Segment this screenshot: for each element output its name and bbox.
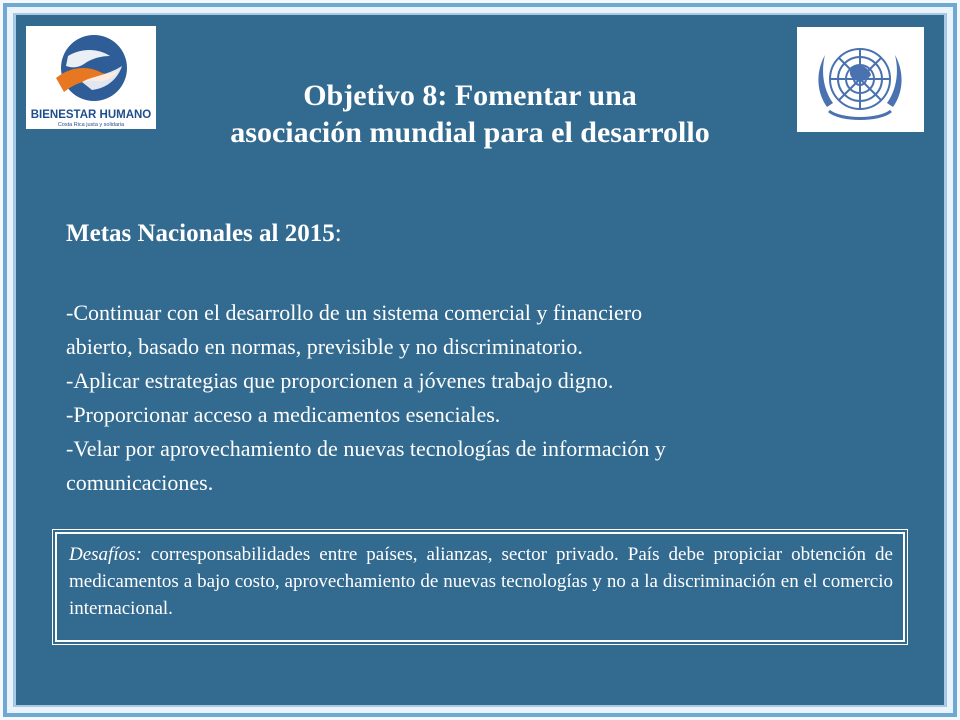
goal-line: -Velar por aprovechamiento de nuevas tecnologías de información y [66, 436, 666, 461]
united-nations-emblem-icon [797, 27, 924, 132]
challenges-box [55, 532, 905, 642]
goal-line: abierto, basado en normas, previsible y no discriminatorio. [66, 334, 583, 359]
goal-line: -Aplicar estrategias que proporcionen a jóvenes trabajo digno. [66, 368, 614, 393]
goal-line: comunicaciones. [66, 470, 214, 495]
challenges-text: corresponsabilidades entre países, alianzas, sector privado. País debe propiciar obtención de medicamentos a bajo costo, aprovechamiento de nuevas tecnologías y no a la discriminación en el comercio internacional. [69, 544, 893, 619]
national-goals-list [66, 296, 906, 500]
title-line-2: asociación mundial para el desarrollo [230, 116, 710, 149]
slide-title [160, 77, 780, 151]
title-line-1: Objetivo 8: Fomentar una [303, 79, 637, 112]
un-emblem-logo [797, 27, 924, 132]
left-logo-tagline: Costa Rica justa y solidaria [57, 122, 125, 128]
section-heading-text: Metas Nacionales al 2015 [66, 220, 335, 247]
bienestar-humano-logo [26, 26, 156, 129]
hands-circle-icon [26, 26, 156, 129]
goal-line: -Continuar con el desarrollo de un sistema comercial y financiero [66, 300, 643, 325]
challenges-label: Desafíos: [69, 544, 142, 565]
left-logo-name: BIENESTAR HUMANO [30, 109, 152, 121]
section-heading [66, 220, 342, 248]
section-heading-colon: : [334, 220, 342, 247]
goal-line: -Proporcionar acceso a medicamentos esenciales. [66, 402, 501, 427]
